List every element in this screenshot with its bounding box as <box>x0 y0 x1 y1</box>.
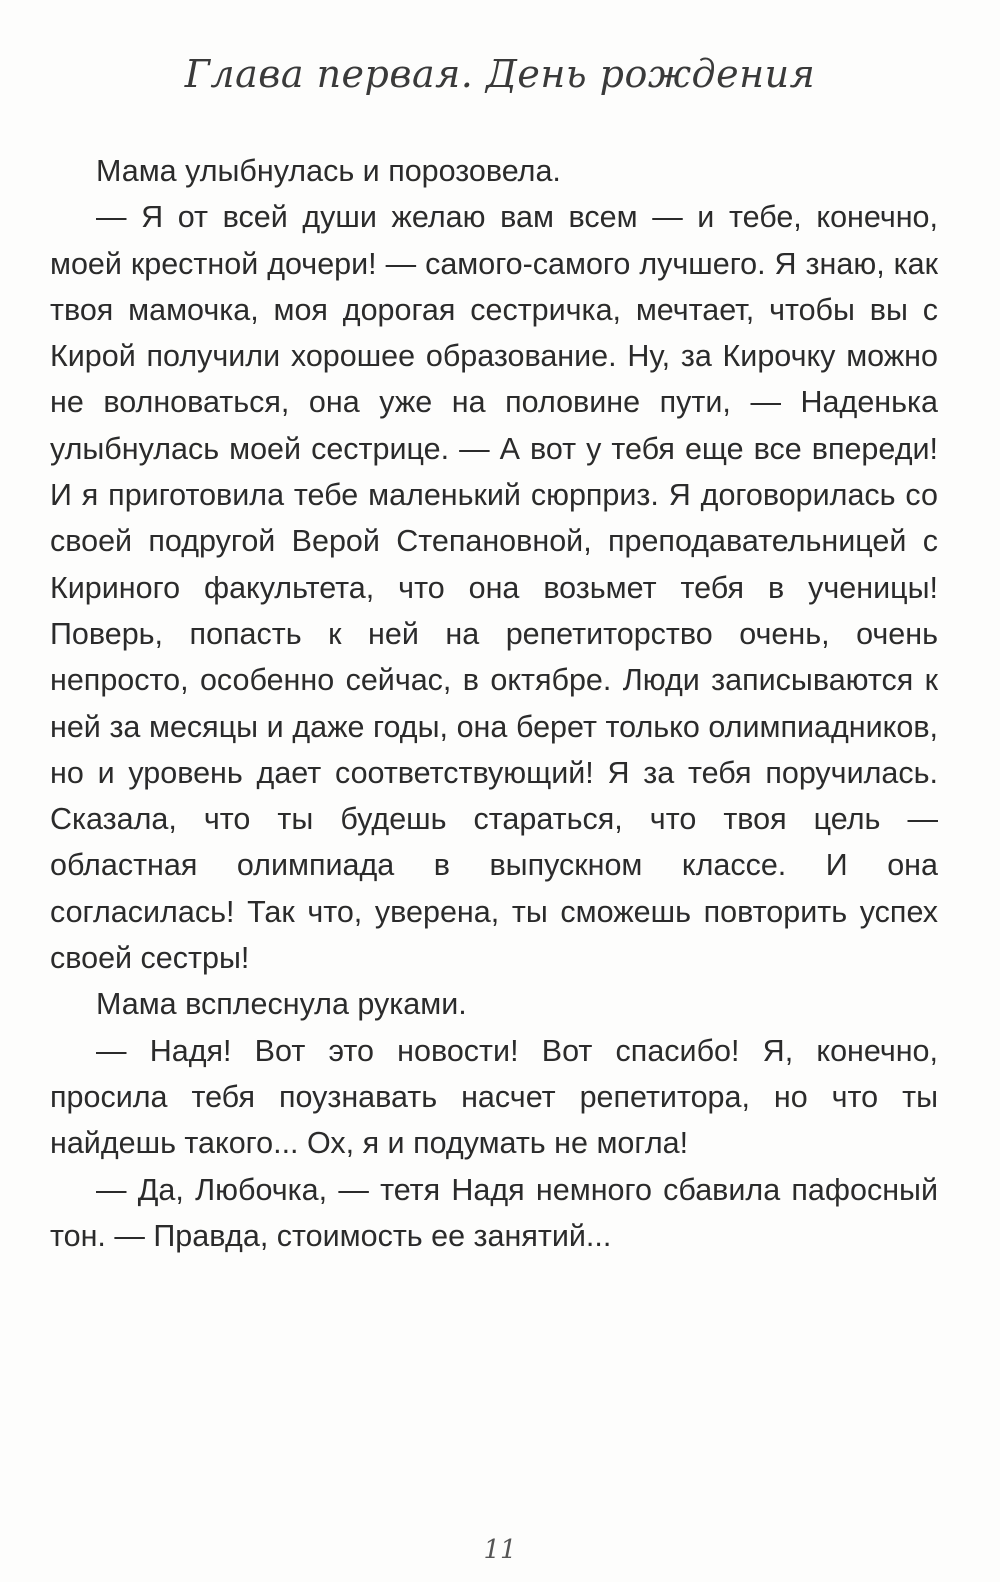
paragraph-5: — Да, Любочка, — тетя Надя немного сбавила пафосный тон. — Правда, стоимость ее занятий... <box>50 1172 938 1253</box>
paragraph-3: Мама всплеснула руками. <box>96 987 467 1022</box>
running-head-chapter-title: Глава первая. День рождения <box>184 52 816 96</box>
body-text <box>50 148 938 1259</box>
paragraph-1: Мама улыбнулась и порозовела. <box>96 154 561 188</box>
paragraph-2: — Я от всей души желаю вам всем — и тебе, конечно, моей крестной дочери! — самого-самого лучшего. Я знаю, как твоя мамочка, моя дорогая сестричка, мечтает, чтобы вы с Кирой получили хорошее образование. Ну, за Кирочку можно не волноваться, она уже на половине пути, — Наденька улыбнулась моей сестрице. — А вот у тебя еще все впереди! И я приготовила тебе маленький сюрприз. Я договорилась со своей подругой Верой Степановной, преподавательницей с Кириного факультета, что она возьмет тебя в ученицы! Поверь, попасть к ней на репетиторство очень, очень непросто, особенно сейчас, в октябре. Люди записываются к ней за месяцы и даже годы, она берет только олимпиадников, но и уровень дает соответствующий! Я за тебя поручилась. Сказала, что ты будешь стараться, что твоя цель — областная олимпиада в выпускном классе. И она согласилась! Так что, уверена, ты сможешь повторить успех своей сестры! <box>50 200 938 976</box>
page-number: 11 <box>483 1535 517 1565</box>
paragraph-4: — Надя! Вот это новости! Вот спасибо! Я, конечно, просила тебя поузнавать насчет репетитора, но что ты найдешь такого... Ох, я и подумать не могла! <box>50 1033 938 1161</box>
